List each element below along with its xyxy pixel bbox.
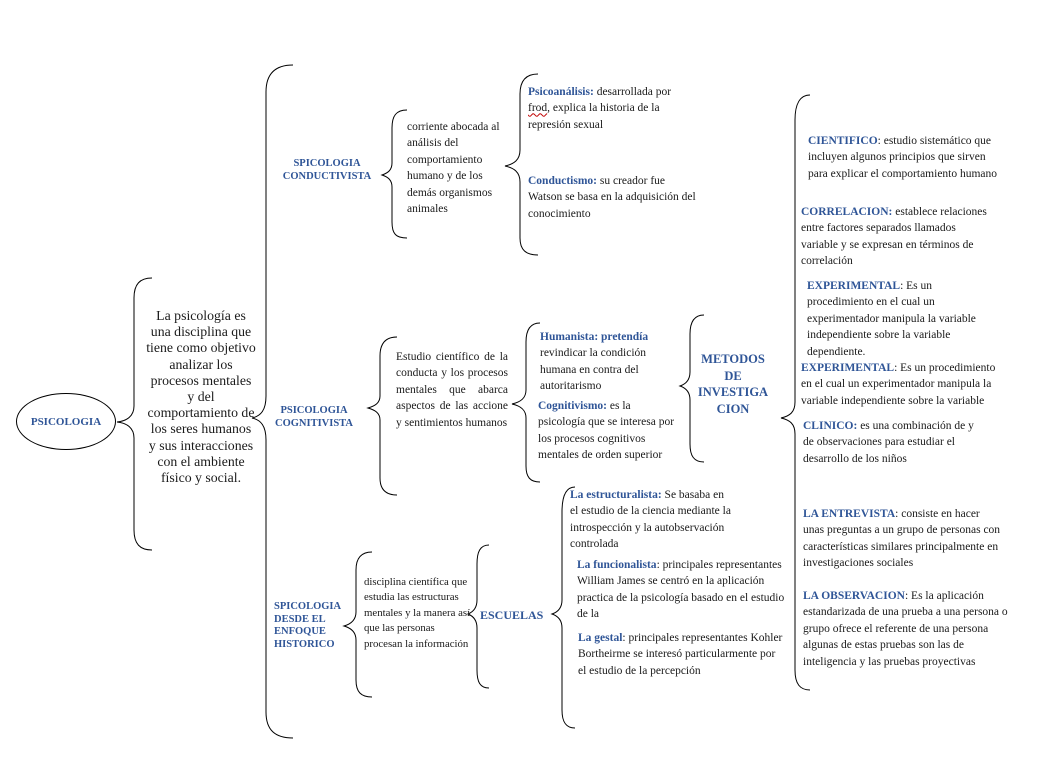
- humanista-item: [540, 329, 680, 395]
- metodo-observacion-title: LA OBSERVACION: [803, 590, 905, 602]
- metodo-clinico-title: CLINICO:: [803, 420, 858, 432]
- metodo-experimental-1: [807, 278, 977, 360]
- brace-cognitivista-items: [512, 323, 540, 482]
- humanista-title: Humanista: pretendía: [540, 331, 649, 343]
- metodo-clinico: [803, 418, 983, 467]
- psicoanalisis-item: [528, 84, 683, 133]
- estructuralista-title: La estructuralista:: [570, 489, 662, 501]
- metodo-experimental-2: [801, 360, 1001, 420]
- cognitivista-label: PSICOLOGIA COGNITIVISTA: [275, 405, 353, 429]
- funcionalista-title: La funcionalista: [577, 559, 657, 571]
- metodos-label-line-2: DE: [724, 368, 742, 383]
- psicoanalisis-text-post: , explica la historia de la represión sexual: [528, 102, 660, 131]
- funcionalista-text: : principales representantes William James se centró en la aplicación practica de la psicología basado en el estudio de la: [577, 559, 785, 621]
- metodo-experimental-2-title: EXPERIMENTAL: [801, 362, 895, 374]
- escuela-funcionalista: [577, 557, 792, 623]
- metodo-correlacion: [801, 204, 993, 270]
- escuela-gestal: [578, 630, 783, 679]
- root-label: PSICOLOGIA: [30, 415, 102, 428]
- humanista-text: revindicar la condición humana en contra del autoritarismo: [540, 347, 647, 393]
- psicoanalisis-text-pre: desarrollada por: [596, 86, 672, 98]
- gestal-title: La gestal: [578, 632, 623, 644]
- historico-label: SPICOLOGIA DESDE EL ENFOQUE HISTORICO: [274, 601, 341, 650]
- metodos-label-line-3: INVESTIGA: [697, 385, 769, 399]
- psicoanalisis-title: Psicoanálisis:: [528, 86, 594, 98]
- cognitivismo-text: es la psicología que se interesa por los procesos cognitivos mentales de orden superior: [538, 400, 675, 462]
- metodo-correlacion-title: CORRELACION:: [801, 206, 893, 218]
- root-node: [16, 393, 116, 450]
- metodos-label-line-4: CION: [716, 401, 750, 416]
- cognitivista-desc: Estudio científico de la conducta y los procesos mentales que abarca aspectos de las accione y sentimientos humanos: [396, 351, 508, 429]
- estructuralista-text: Se basaba en el estudio de la ciencia mediante la introspección y la autobservación controlada: [570, 489, 731, 551]
- metodo-cientifico-text: : estudio sistemático que incluyen algunos principios que sirven para explicar el comportamiento humano: [808, 135, 998, 180]
- metodo-entrevista: [803, 506, 1003, 572]
- metodo-observacion-text: : Es la aplicación estandarizada de una prueba a una persona o grupo ofrece el referente de una persona algunas de estas pruebas son las de inteligencia y las pruebas proyectivas: [803, 590, 1008, 668]
- metodo-experimental-1-title: EXPERIMENTAL: [807, 280, 901, 292]
- brace-cognitivista-desc: [368, 337, 397, 495]
- root-definition: La psicología es una disciplina que tiene como objetivo analizar los procesos mentales y del comportamiento de los seres humanos y sus interacciones con el ambiente físico y social.: [146, 308, 256, 486]
- metodo-observacion: [803, 588, 1008, 682]
- escuelas-label: ESCUELAS: [480, 608, 544, 622]
- escuela-estructuralista: [570, 487, 735, 553]
- metodo-correlacion-text: establece relaciones entre factores separados llamados variable y se expresan en términos de correlación: [801, 206, 987, 268]
- conductismo-text: su creador fue Watson se basa en la adquisición del conocimiento: [528, 175, 696, 220]
- metodos-label: [690, 351, 776, 417]
- metodo-experimental-2-text: : Es un procedimiento en el cual un experimentador manipula la variable independiente sobre la variable: [801, 362, 996, 407]
- conductivista-desc: corriente abocada al análisis del comportamiento humano y de los demás organismos animales: [407, 121, 500, 216]
- conductivista-label: SPICOLOGIA CONDUCTIVISTA: [282, 158, 372, 182]
- metodo-entrevista-text: : consiste en hacer unas preguntas a un grupo de personas con características similares principalmente en investigaciones sociales: [803, 508, 1001, 570]
- conductismo-title: Conductismo:: [528, 175, 598, 187]
- metodo-cientifico-title: CIENTIFICO: [808, 135, 878, 147]
- psicoanalisis-misspelled-word: frod: [528, 102, 548, 115]
- cognitivismo-title: Cognitivismo:: [538, 400, 607, 412]
- brace-conductivista-desc: [382, 110, 407, 238]
- metodo-cientifico: [808, 133, 998, 182]
- historico-desc: disciplina científica que estudia las estructuras mentales y la manera así que las personas procesan la información: [364, 576, 471, 650]
- metodos-label-line-1: METODOS: [701, 352, 765, 366]
- metodo-clinico-text: es una combinación de y de observaciones para estudiar el desarrollo de los niños: [803, 420, 974, 465]
- gestal-text: : principales representantes Kohler Bortheirme se interesó particularmente por el estudio de la percepción: [578, 632, 783, 677]
- metodo-entrevista-title: LA ENTREVISTA: [803, 508, 896, 520]
- cognitivismo-item: [538, 398, 678, 464]
- metodo-experimental-1-text: : Es un procedimiento en el cual un experimentador manipula la variable independiente sobre la variable dependiente.: [807, 280, 976, 358]
- conductismo-item: [528, 173, 696, 222]
